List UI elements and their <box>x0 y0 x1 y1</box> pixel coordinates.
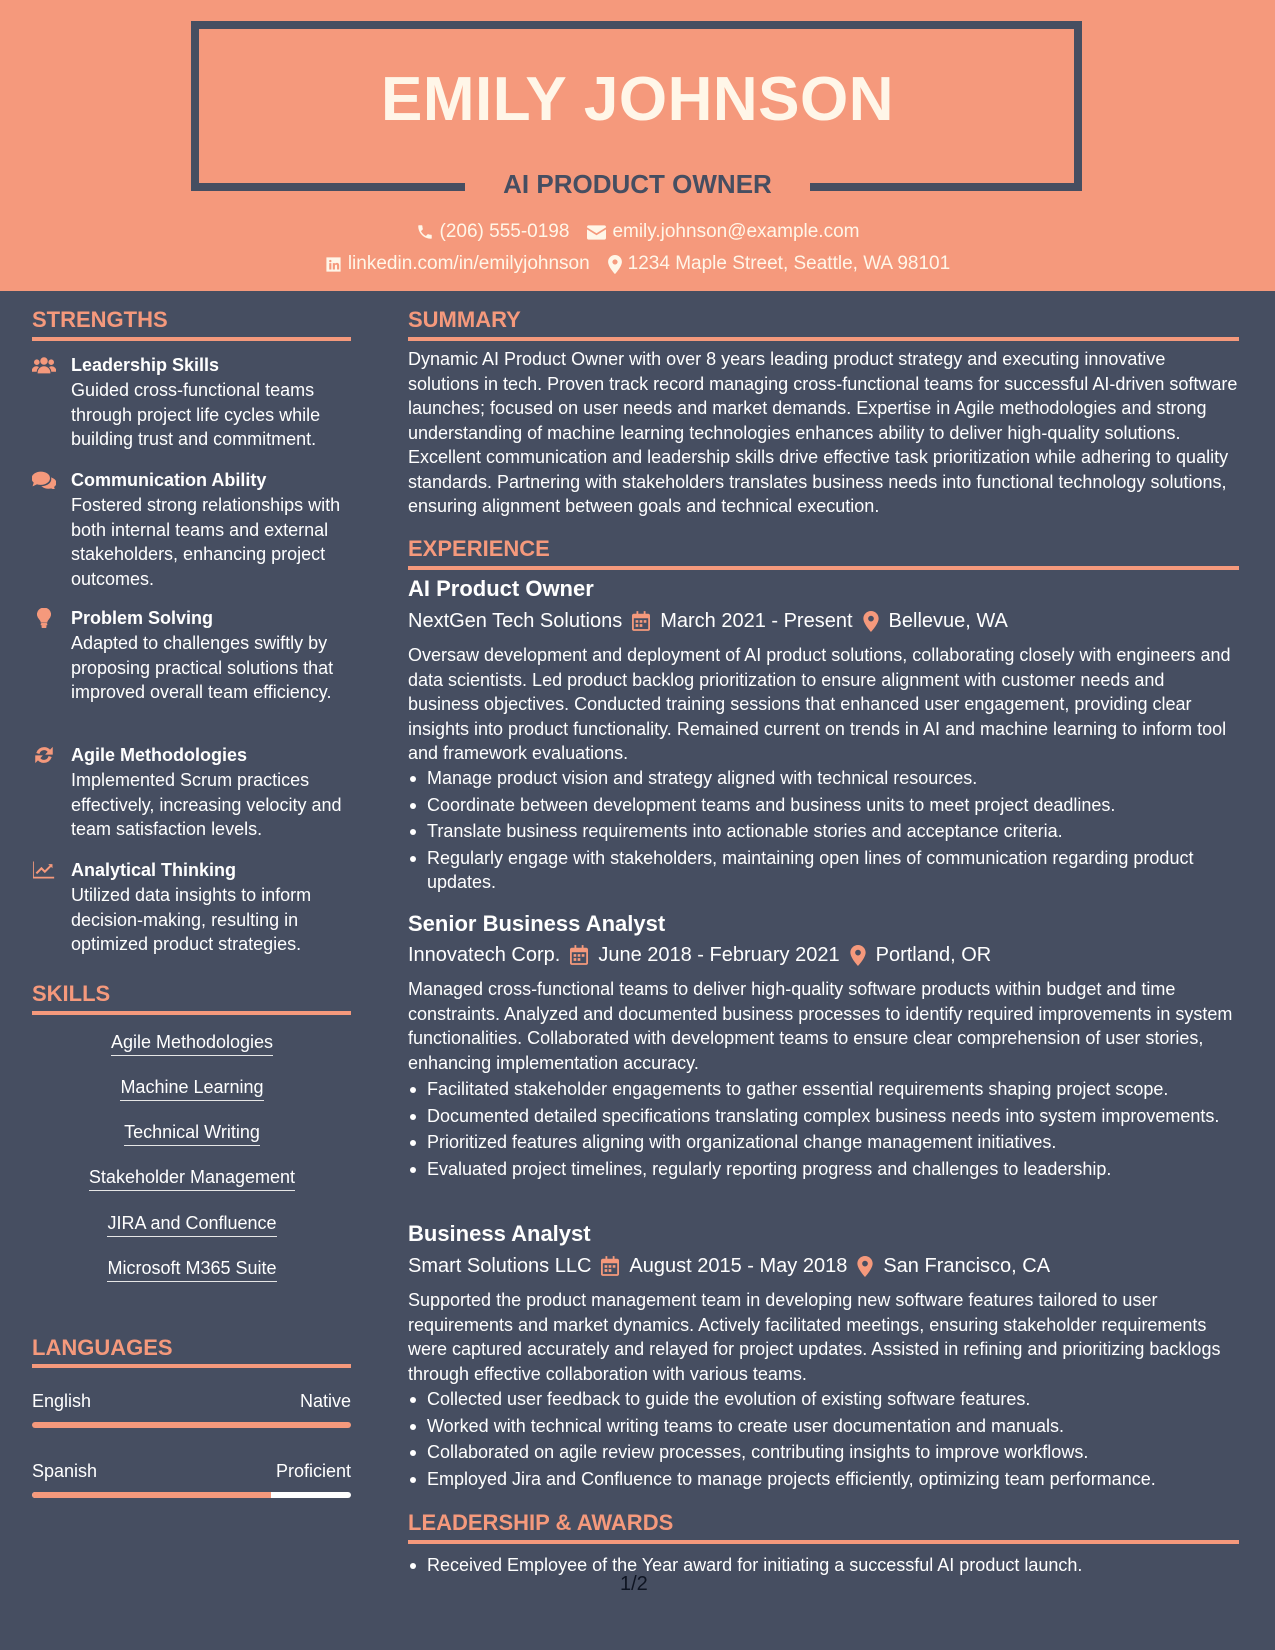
strengths-heading: STRENGTHS <box>32 307 168 332</box>
map-pin-icon <box>850 945 866 966</box>
language-level: Native <box>299 1391 351 1411</box>
skill-tag: JIRA and Confluence <box>32 1211 352 1235</box>
experience-rule <box>408 566 1239 570</box>
phone-text: (206) 555-0198 <box>439 221 570 242</box>
email-contact[interactable] <box>587 219 859 245</box>
awards-bullets <box>408 1553 1238 1580</box>
job-meta <box>408 942 991 968</box>
list-item: Regularly engage with stakeholders, maintaining open lines of communication regarding product updates. <box>408 846 1238 895</box>
resume-header <box>0 0 1275 291</box>
summary-heading: SUMMARY <box>408 307 521 332</box>
job-role: AI Product Owner <box>408 576 594 601</box>
address-text: 1234 Maple Street, Seattle, WA 98101 <box>627 253 951 274</box>
job-location: Portland, OR <box>875 944 992 966</box>
users-icon <box>32 355 56 375</box>
address-contact <box>608 251 951 277</box>
language-bar <box>32 1492 351 1498</box>
summary-text: Dynamic AI Product Owner with over 8 years leading product strategy and executing innovative solutions in tech. Proven track record managing cross-functional teams for successful AI-driven software launches; focused on user needs and market demands. Expertise in Agile methodologies and strong understanding of machine learning technologies enhances ability to deliver high-quality solutions. Excellent communication and leadership skills drive effective task prioritization while adhering to quality standards. Partnering with stakeholders translates business needs into functional technology solutions, ensuring alignment between goals and technical execution. <box>408 349 1238 516</box>
job-role: Senior Business Analyst <box>408 911 666 936</box>
experience-heading: EXPERIENCE <box>408 536 550 561</box>
list-item: Translate business requirements into actionable stories and acceptance criteria. <box>408 819 1238 844</box>
strength-title: Leadership Skills <box>71 355 220 375</box>
job-role: Business Analyst <box>408 1221 591 1246</box>
list-item: Evaluated project timelines, regularly reporting progress and challenges to leadership. <box>408 1157 1238 1182</box>
list-item: Prioritized features aligning with organizational change management initiatives. <box>408 1130 1238 1155</box>
list-item: Documented detailed specifications translating complex business needs into system improvements. <box>408 1104 1238 1129</box>
language-level: Proficient <box>275 1461 351 1481</box>
job-dates: June 2018 - February 2021 <box>598 944 840 966</box>
skills-heading: SKILLS <box>32 981 111 1006</box>
phone-icon <box>416 223 434 241</box>
job-company: NextGen Tech Solutions <box>408 610 623 632</box>
strength-title: Analytical Thinking <box>71 860 237 880</box>
page-number: 1/2 <box>620 1573 648 1595</box>
skills-rule <box>32 1011 351 1015</box>
language-bar <box>32 1422 351 1428</box>
map-pin-icon <box>608 255 622 274</box>
job-bullets <box>408 766 1238 897</box>
strength-description: Adapted to challenges swiftly by proposing practical solutions that improved overall team efficiency. <box>71 633 334 702</box>
linkedin-contact[interactable] <box>325 251 590 277</box>
strength-description: Fostered strong relationships with both internal teams and external stakeholders, enhancing project outcomes. <box>71 495 341 589</box>
contact-row-1 <box>0 219 1275 245</box>
phone-contact[interactable] <box>416 219 570 245</box>
skill-tag: Agile Methodologies <box>32 1030 352 1054</box>
contact-row-2 <box>0 251 1275 277</box>
list-item: Collaborated on agile review processes, contributing insights to improve workflows. <box>408 1440 1238 1465</box>
awards-rule <box>408 1540 1239 1544</box>
awards-heading: LEADERSHIP & AWARDS <box>408 1510 674 1535</box>
list-item: Manage product vision and strategy aligned with technical resources. <box>408 766 1238 791</box>
candidate-name: EMILY JOHNSON <box>381 65 894 134</box>
job-meta <box>408 608 1008 634</box>
job-dates: August 2015 - May 2018 <box>629 1255 848 1277</box>
job-title: AI PRODUCT OWNER <box>503 169 772 199</box>
skill-tag: Technical Writing <box>32 1120 352 1144</box>
strength-title: Communication Ability <box>71 470 267 490</box>
strength-description: Implemented Scrum practices effectively, increasing velocity and team satisfaction levels. <box>71 770 342 839</box>
list-item: Employed Jira and Confluence to manage projects efficiently, optimizing team performance. <box>408 1467 1238 1492</box>
list-item: Coordinate between development teams and business units to meet project deadlines. <box>408 793 1238 818</box>
job-location: San Francisco, CA <box>883 1255 1051 1277</box>
sync-icon <box>32 745 56 765</box>
skill-tag: Machine Learning <box>32 1075 352 1099</box>
list-item: Received Employee of the Year award for initiating a successful AI product launch. <box>408 1553 1238 1578</box>
list-item: Worked with technical writing teams to create user documentation and manuals. <box>408 1414 1238 1439</box>
job-dates: March 2021 - Present <box>660 610 853 632</box>
envelope-icon <box>587 225 606 240</box>
calendar-icon <box>570 945 588 965</box>
calendar-icon <box>601 1256 619 1276</box>
skill-tag: Stakeholder Management <box>32 1165 352 1189</box>
linkedin-text: linkedin.com/in/emilyjohnson <box>347 253 590 274</box>
list-item: Collected user feedback to guide the evolution of existing software features. <box>408 1387 1238 1412</box>
skill-tag: Microsoft M365 Suite <box>32 1256 352 1280</box>
lightbulb-icon <box>32 608 56 628</box>
email-text: emily.johnson@example.com <box>612 221 860 242</box>
job-location: Bellevue, WA <box>888 610 1008 632</box>
languages-heading: LANGUAGES <box>32 1335 173 1360</box>
language-name: English <box>32 1391 92 1411</box>
languages-rule <box>32 1364 351 1368</box>
job-bullets <box>408 1077 1238 1183</box>
list-item: Facilitated stakeholder engagements to gather essential requirements shaping project scope. <box>408 1077 1238 1102</box>
calendar-icon <box>632 611 650 631</box>
line-chart-icon <box>32 860 56 880</box>
strengths-rule <box>32 337 351 341</box>
strength-description: Utilized data insights to inform decision-making, resulting in optimized product strategies. <box>71 885 312 954</box>
job-company: Smart Solutions LLC <box>408 1255 592 1277</box>
job-company: Innovatech Corp. <box>408 944 561 966</box>
strength-description: Guided cross-functional teams through project life cycles while building trust and commitment. <box>71 380 321 449</box>
chat-bubbles-icon <box>32 470 56 490</box>
map-pin-icon <box>857 1256 873 1277</box>
language-name: Spanish <box>32 1461 98 1481</box>
summary-rule <box>408 337 1239 341</box>
job-description: Managed cross-functional teams to deliver high-quality software products within budget and time constraints. Analyzed and documented business processes to identify required improvements in system functionalities. Collaborated with development teams to ensure clear comprehension of user stories, enhancing implementation accuracy. <box>408 979 1233 1073</box>
strength-title: Agile Methodologies <box>71 745 248 765</box>
job-description: Supported the product management team in developing new software features tailored to user requirements and market dynamics. Actively facilitated meetings, ensuring stakeholder requirements were captured accurately and relayed for project updates. Assisted in refining and prioritizing backlogs through effective collaboration with various teams. <box>408 1290 1221 1384</box>
map-pin-icon <box>863 611 879 632</box>
strength-title: Problem Solving <box>71 608 214 628</box>
linkedin-icon <box>325 256 342 273</box>
job-bullets <box>408 1387 1238 1493</box>
job-description: Oversaw development and deployment of AI product solutions, collaborating closely with engineers and data scientists. Led product backlog prioritization to ensure alignment with customer needs and business objectives. Conducted training sessions that enhanced user engagement, providing clear insights into product functionality. Remained current on trends in AI and machine learning to inform tool and framework evaluations. <box>408 645 1231 763</box>
job-meta <box>408 1253 1050 1279</box>
